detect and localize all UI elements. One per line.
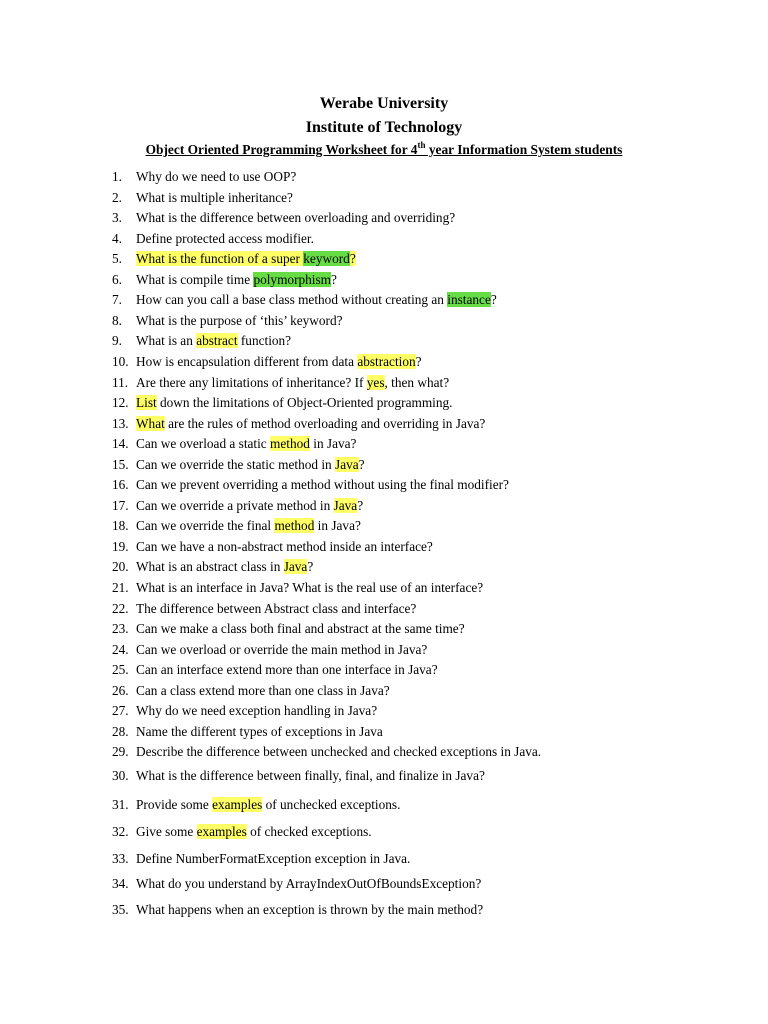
- question-text-part: ?: [490, 292, 497, 307]
- question-number: 2.: [112, 190, 122, 205]
- question-text-part: ?: [331, 272, 337, 287]
- question-item: [112, 374, 449, 391]
- question-number: 29.: [112, 744, 129, 759]
- highlighted-word: List: [136, 395, 157, 410]
- question-text-part: in Java?: [314, 518, 361, 533]
- question-text: [136, 313, 343, 328]
- question-number: 12.: [112, 395, 129, 410]
- question-text-part: of checked exceptions.: [246, 824, 372, 839]
- question-text-part: How is encapsulation different from data: [136, 354, 358, 369]
- question-number: 27.: [112, 703, 129, 718]
- question-text: [136, 292, 497, 307]
- highlighted-word: method: [274, 518, 315, 533]
- question-text: [136, 642, 427, 657]
- question-text-part: of unchecked exceptions.: [262, 797, 401, 812]
- question-text-part: What is the purpose of ‘this’ keyword?: [136, 313, 343, 328]
- question-text-part: Are there any limitations of inheritance? If: [136, 375, 367, 390]
- highlighted-word: examples: [212, 797, 263, 812]
- question-text: [136, 797, 400, 812]
- question-item: [112, 723, 383, 740]
- worksheet-subtitle: [0, 141, 768, 159]
- question-text-part: Can we have a non-abstract method inside an interface?: [136, 539, 433, 554]
- question-text: [136, 477, 509, 492]
- question-text: [136, 703, 377, 718]
- question-text-part: What do you understand by ArrayIndexOutOfBoundsException?: [136, 876, 482, 891]
- question-text: [136, 272, 337, 287]
- question-text-part: What is the difference between finally, final, and finalize in Java?: [136, 768, 485, 783]
- question-text: [136, 518, 361, 533]
- question-number: 24.: [112, 642, 129, 657]
- question-text: [136, 375, 449, 390]
- question-number: 22.: [112, 601, 129, 616]
- question-text-part: Can we override a private method in: [136, 498, 334, 513]
- highlighted-word: Java: [335, 457, 359, 472]
- question-text: [136, 824, 372, 839]
- question-number: 9.: [112, 333, 122, 348]
- question-number: 17.: [112, 498, 129, 513]
- question-item: [112, 823, 372, 840]
- question-number: 25.: [112, 662, 129, 677]
- question-number: 16.: [112, 477, 129, 492]
- question-text-part: Describe the difference between unchecked and checked exceptions in Java.: [136, 744, 542, 759]
- question-item: [112, 850, 410, 867]
- question-text-part: Can we overload or override the main method in Java?: [136, 642, 428, 657]
- question-text-part: How can you call a base class method without creating an: [136, 292, 448, 307]
- question-text-part: Name the different types of exceptions in Java: [136, 724, 383, 739]
- question-item: [112, 767, 485, 784]
- question-text-part: What is an abstract class in: [136, 559, 284, 574]
- question-item: [112, 600, 416, 617]
- question-text: [136, 251, 356, 266]
- question-text-part: Can we override the static method in: [136, 457, 336, 472]
- question-number: 15.: [112, 457, 129, 472]
- question-item: [112, 743, 541, 760]
- question-text: [136, 876, 481, 891]
- question-item: [112, 682, 390, 699]
- question-number: 14.: [112, 436, 129, 451]
- question-text: [136, 662, 438, 677]
- question-item: [112, 796, 400, 813]
- question-text: [136, 210, 455, 225]
- question-number: 7.: [112, 292, 122, 307]
- question-text-part: Can an interface extend more than one interface in Java?: [136, 662, 438, 677]
- question-item: [112, 517, 361, 534]
- question-number: 4.: [112, 231, 122, 246]
- question-number: 20.: [112, 559, 129, 574]
- question-item: [112, 332, 291, 349]
- question-item: [112, 435, 356, 452]
- question-text: [136, 601, 416, 616]
- question-number: 34.: [112, 876, 129, 891]
- highlighted-word: instance: [447, 292, 491, 307]
- subtitle-main: Object Oriented Programming Worksheet for 4: [145, 142, 418, 157]
- question-number: 23.: [112, 621, 129, 636]
- question-text: [136, 333, 291, 348]
- question-text: [136, 559, 313, 574]
- highlighted-word: Java: [283, 559, 308, 574]
- question-text-part: ?: [307, 559, 314, 574]
- question-text: [136, 580, 483, 595]
- question-text: [136, 498, 363, 513]
- question-text: [136, 621, 465, 636]
- question-item: [112, 353, 422, 370]
- subtitle-superscript: th: [417, 140, 426, 150]
- question-item: [112, 168, 296, 185]
- question-text-part: Can we prevent overriding a method without using the final modifier?: [136, 477, 509, 492]
- subtitle-rest: year Information System students: [425, 142, 623, 157]
- highlighted-word: polymorphism: [253, 272, 332, 287]
- question-number: 18.: [112, 518, 129, 533]
- institute-name: Institute of Technology: [305, 119, 463, 136]
- question-text-part: What is an interface in Java? What is the real use of an interface?: [136, 580, 484, 595]
- question-number: 19.: [112, 539, 129, 554]
- question-text: [136, 539, 433, 554]
- question-number: 6.: [112, 272, 122, 287]
- question-text: [136, 457, 365, 472]
- question-text-part: What is the difference between overloading and overriding?: [136, 210, 456, 225]
- question-item: [112, 538, 433, 555]
- question-number: 26.: [112, 683, 129, 698]
- university-name: Werabe University: [319, 95, 449, 112]
- question-text-part: Why do we need to use OOP?: [136, 169, 297, 184]
- question-text-part: What is an: [136, 333, 197, 348]
- highlighted-word: examples: [196, 824, 247, 839]
- question-text-part: ?: [358, 457, 365, 472]
- question-text-part: Give some: [136, 824, 197, 839]
- question-text-part: ?: [357, 498, 364, 513]
- question-number: 8.: [112, 313, 122, 328]
- highlighted-word: yes: [366, 375, 385, 390]
- highlighted-word: keyword: [303, 251, 350, 266]
- question-item: [112, 620, 465, 637]
- question-number: 32.: [112, 824, 129, 839]
- question-item: [112, 456, 365, 473]
- question-text-part: function?: [237, 333, 292, 348]
- highlighted-word: abstraction: [357, 354, 416, 369]
- question-text: [136, 190, 293, 205]
- question-text: [136, 436, 356, 451]
- question-number: 3.: [112, 210, 122, 225]
- question-number: 35.: [112, 902, 129, 917]
- question-item: [112, 901, 483, 918]
- question-text-part: The difference between Abstract class and interface?: [136, 601, 417, 616]
- question-text-part: ?: [349, 251, 356, 266]
- question-text-part: Can we make a class both final and abstract at the same time?: [136, 621, 465, 636]
- question-text-part: Can we overload a static: [136, 436, 271, 451]
- highlighted-word: Java: [333, 498, 358, 513]
- question-item: [112, 661, 438, 678]
- question-item: [112, 250, 356, 267]
- question-text-part: Why do we need exception handling in Java?: [136, 703, 378, 718]
- question-text-part: Can we override the final: [136, 518, 275, 533]
- question-item: [112, 702, 377, 719]
- question-text-part: What is multiple inheritance?: [136, 190, 293, 205]
- question-text-part: ?: [415, 354, 422, 369]
- question-text-part: Can a class extend more than one class in Java?: [136, 683, 390, 698]
- highlighted-word: abstract: [196, 333, 238, 348]
- question-text-part: Provide some: [136, 797, 213, 812]
- question-text: [136, 768, 485, 783]
- question-number: 33.: [112, 851, 129, 866]
- question-number: 31.: [112, 797, 129, 812]
- highlighted-word: What: [136, 416, 165, 431]
- question-text-part: What happens when an exception is thrown by the main method?: [136, 902, 484, 917]
- question-text: [136, 231, 314, 246]
- question-number: 13.: [112, 416, 129, 431]
- question-text-part: Define NumberFormatException exception in Java.: [136, 851, 411, 866]
- question-text: [136, 395, 452, 410]
- question-text-part: are the rules of method overloading and overriding in Java?: [164, 416, 486, 431]
- question-item: [112, 312, 343, 329]
- question-item: [112, 558, 313, 575]
- question-text: [136, 683, 390, 698]
- question-text-part: What is compile time: [136, 272, 254, 287]
- question-item: [112, 189, 293, 206]
- question-item: [112, 641, 427, 658]
- question-text: [136, 354, 422, 369]
- question-number: 1.: [112, 169, 122, 184]
- question-text: [136, 744, 541, 759]
- question-text: [136, 724, 383, 739]
- question-text-part: , then what?: [384, 375, 450, 390]
- question-text: [136, 902, 483, 917]
- question-item: [112, 875, 481, 892]
- question-text: [136, 851, 410, 866]
- question-number: 5.: [112, 251, 122, 266]
- question-item: [112, 579, 483, 596]
- question-number: 11.: [112, 375, 129, 390]
- question-number: 30.: [112, 768, 129, 783]
- question-item: [112, 291, 497, 308]
- question-item: [112, 394, 452, 411]
- question-text-part: What is the function of a super: [136, 251, 304, 266]
- question-number: 10.: [112, 354, 129, 369]
- question-number: 21.: [112, 580, 129, 595]
- question-item: [112, 415, 485, 432]
- question-text: [136, 169, 296, 184]
- question-text-part: down the limitations of Object-Oriented programming.: [156, 395, 453, 410]
- question-text-part: Define protected access modifier.: [136, 231, 314, 246]
- question-item: [112, 209, 455, 226]
- question-text-part: in Java?: [309, 436, 357, 451]
- question-item: [112, 271, 337, 288]
- highlighted-word: method: [270, 436, 310, 451]
- question-item: [112, 476, 509, 493]
- question-item: [112, 230, 314, 247]
- question-number: 28.: [112, 724, 129, 739]
- question-text: [136, 416, 485, 431]
- question-item: [112, 497, 363, 514]
